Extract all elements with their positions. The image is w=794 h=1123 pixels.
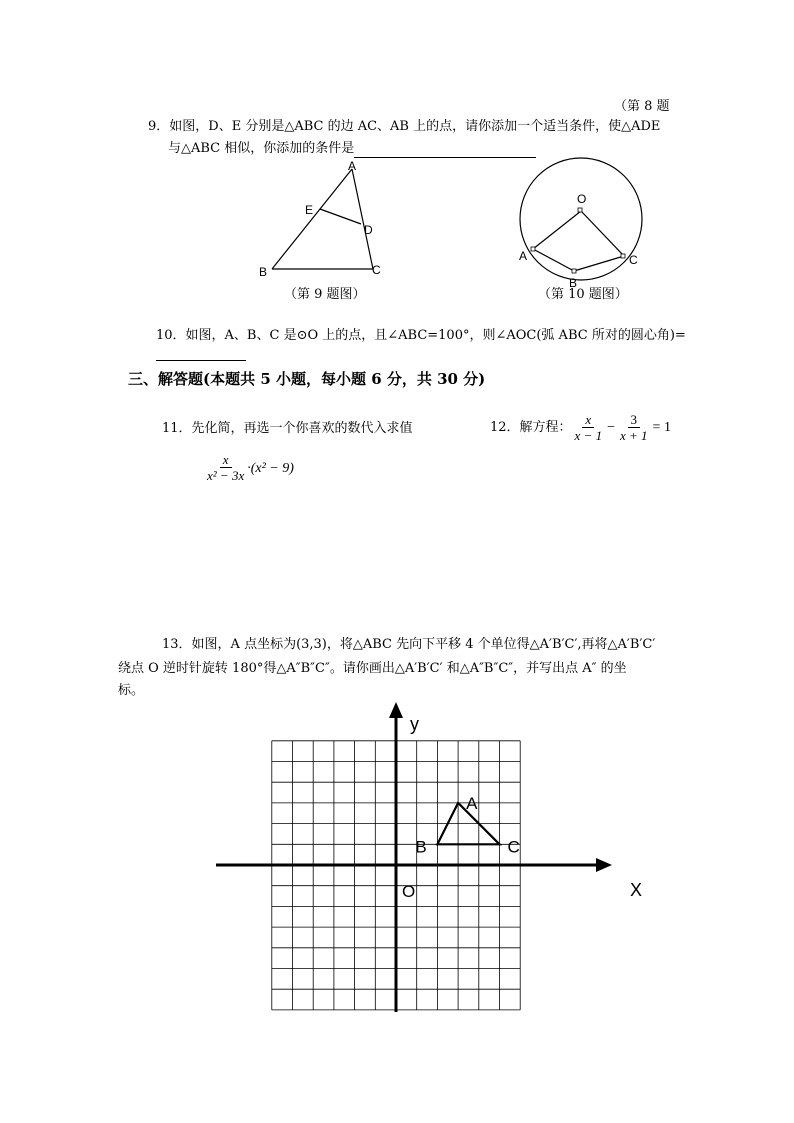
q10-circle [520, 158, 642, 280]
q10-point-a [531, 247, 535, 251]
q13-line3: 标。 [118, 683, 145, 698]
q9-line1: 9．如图，D、E 分别是△ABC 的边 AC、AB 上的点，请你添加一个适当条件，使△ADE [148, 119, 661, 134]
q12-fraction-1-den: x − 1 [574, 428, 603, 443]
q12-fraction-1 [572, 412, 606, 443]
q9-side-ab [272, 169, 352, 269]
q9-label-a: A [348, 159, 357, 173]
q11-expression [204, 452, 294, 483]
q11-fraction-den: x² − 3x [207, 468, 245, 483]
q11-fraction-num: x [220, 452, 232, 468]
q10-label-c: C [629, 253, 638, 267]
q9-label-c: C [372, 263, 381, 277]
q10-point-o [578, 208, 582, 212]
point-b-label: B [415, 837, 427, 857]
q10-radius-oc [581, 211, 624, 256]
q9-segment-ed [320, 209, 361, 224]
q12-minus: − [607, 419, 615, 435]
q8-caption-tail: （第 8 题 [614, 99, 670, 114]
q12-fraction-2-num: 3 [628, 412, 641, 428]
origin-label: O [402, 882, 416, 901]
q12-rhs: = 1 [652, 419, 671, 435]
q10-answer-blank[interactable] [156, 348, 246, 361]
q10-caption: （第 10 题图） [538, 287, 628, 302]
q12-equation [490, 412, 671, 443]
q10-circle-figure [510, 150, 650, 290]
point-c-label: C [507, 837, 520, 857]
q9-caption: （第 9 题图） [284, 287, 366, 302]
q9-triangle-figure [250, 158, 400, 288]
q10-label-o: O [577, 192, 587, 206]
q9-answer-blank[interactable] [354, 143, 536, 158]
q12-fraction-2 [617, 412, 651, 443]
q12-fraction-1-num: x [582, 412, 594, 428]
q10-label-a: A [519, 249, 528, 263]
q12-fraction-2-den: x + 1 [620, 428, 648, 443]
q9-label-e: E [305, 203, 314, 217]
q9-label-d: D [364, 223, 373, 237]
y-axis-arrow [389, 702, 403, 718]
q11-text: 11．先化简，再选一个你喜欢的数代入求值 [162, 421, 413, 436]
q13-coordinate-grid [200, 700, 660, 1020]
point-a-label: A [466, 793, 478, 813]
q10-text: 10．如图，A、B、C 是⊙O 上的点，且∠ABC=100°，则∠AOC(弧 ABC 所对的圆心角)= [156, 328, 686, 343]
x-axis-label: X [630, 880, 643, 900]
q10-point-c [621, 254, 625, 258]
q10-point-b [572, 269, 576, 273]
q10-chord-ab [533, 249, 574, 271]
q9-line2-text: 与△ABC 相似，你添加的条件是 [168, 141, 355, 156]
q9-line2 [168, 140, 536, 158]
q13-line2: 绕点 O 逆时针旋转 180°得△A″B″C″。请你画出△A′B′C′ 和△A″B″C″，并写出点 A″ 的坐 [118, 661, 627, 676]
y-axis-label: y [410, 714, 419, 734]
q12-text: 12．解方程： [490, 419, 572, 435]
axes [216, 702, 612, 1012]
q11-fraction [204, 452, 247, 483]
q10-label-b: B [569, 276, 578, 290]
q10-radius-oa [533, 211, 581, 249]
q11-expression-tail: ·(x² − 9) [247, 461, 294, 476]
section-3-title: 三、解答题(本题共 5 小题，每小题 6 分，共 30 分) [128, 370, 486, 388]
q9-side-ac [352, 169, 373, 269]
q13-line1: 13．如图，A 点坐标为(3,3)，将△ABC 先向下平移 4 个单位得△A′B′C′,再将△A′B′C′ [162, 637, 656, 652]
q9-label-b: B [259, 265, 268, 279]
x-axis-arrow [596, 858, 612, 872]
